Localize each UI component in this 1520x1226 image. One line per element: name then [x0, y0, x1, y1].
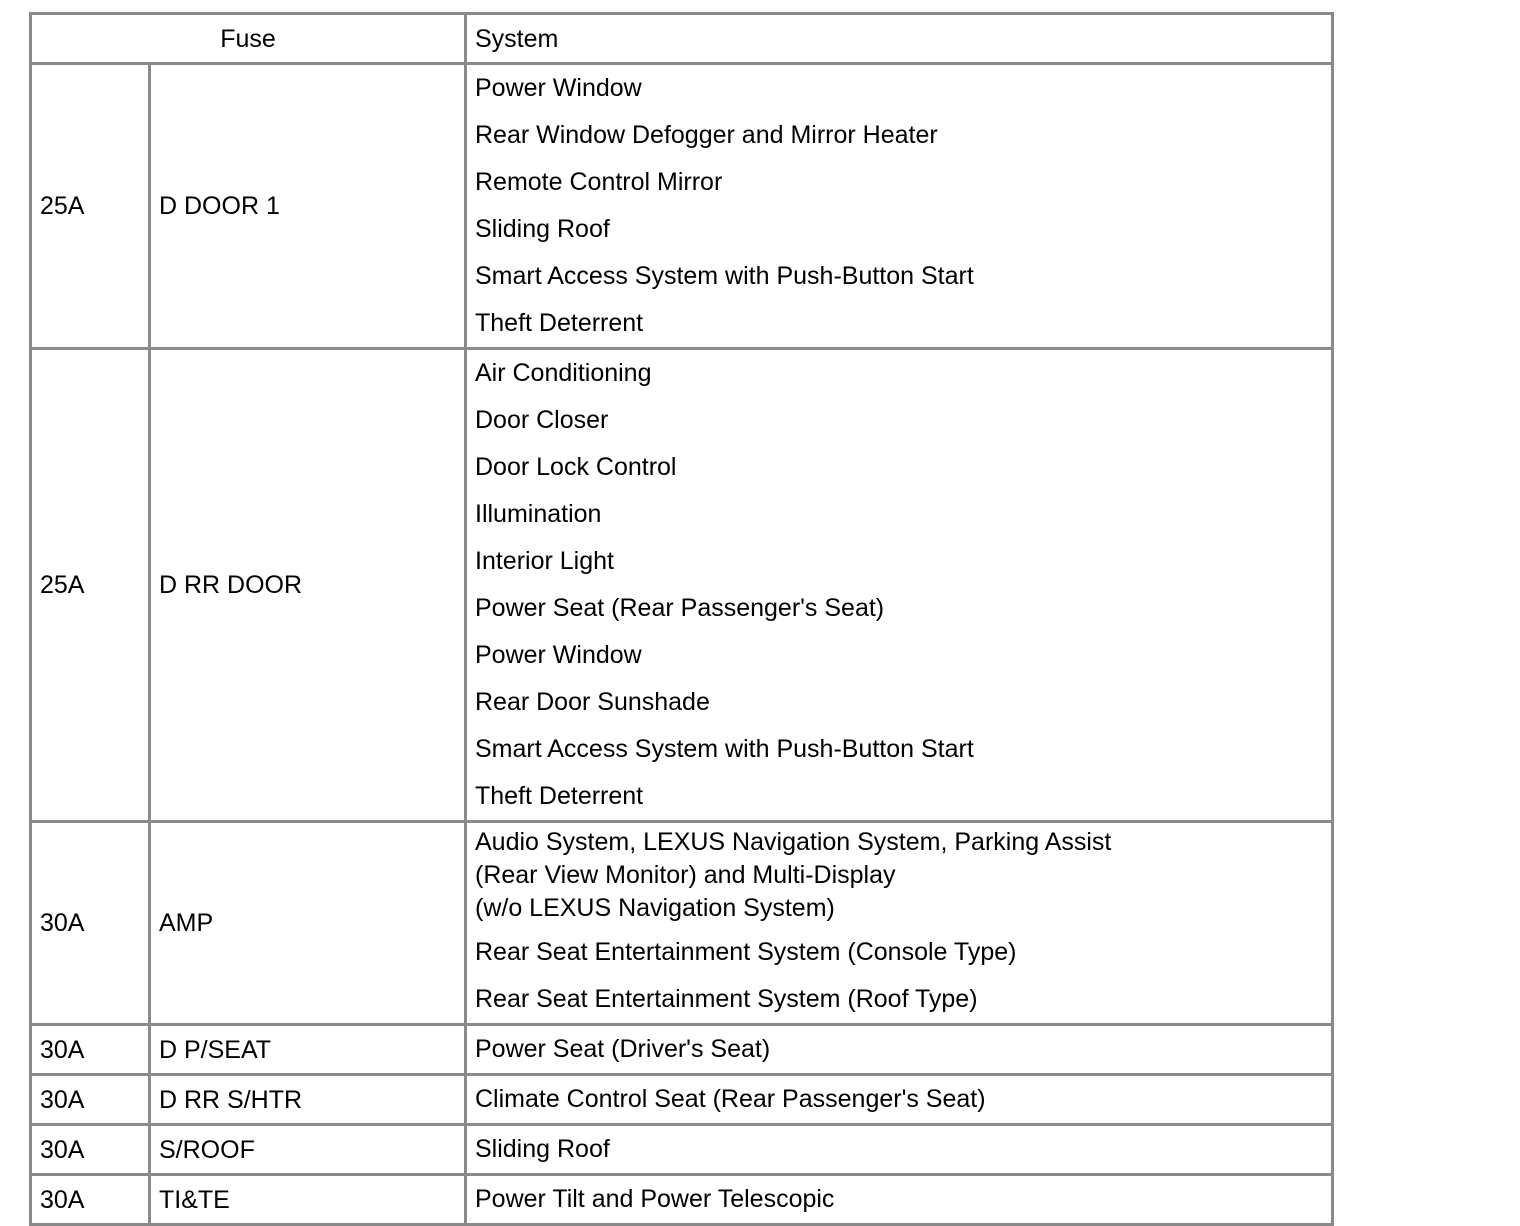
system-item: Power Window [475, 641, 642, 669]
fuse-systems [466, 1175, 1333, 1225]
fuse-row [31, 1175, 1333, 1225]
fuse-systems [466, 822, 1333, 1025]
fuse-amperage: 25A [31, 349, 150, 822]
system-list [475, 1176, 1331, 1223]
system-list [475, 1126, 1331, 1173]
fuse-table [29, 12, 1334, 1226]
system-item: Climate Control Seat (Rear Passenger's Seat) [475, 1085, 986, 1113]
fuse-amperage: 30A [31, 1175, 150, 1225]
system-item: Door Closer [475, 406, 609, 434]
fuse-name: TI&TE [150, 1175, 466, 1225]
system-item [475, 823, 1331, 929]
fuse-name: D RR S/HTR [150, 1075, 466, 1125]
system-item: Door Lock Control [475, 453, 677, 481]
system-item: Theft Deterrent [475, 309, 644, 337]
system-item: Remote Control Mirror [475, 168, 723, 196]
system-item: Theft Deterrent [475, 782, 644, 810]
fuse-systems [466, 1025, 1333, 1075]
fuse-amperage: 30A [31, 1125, 150, 1175]
fuse-row [31, 822, 1333, 1025]
fuse-row [31, 64, 1333, 349]
fuse-amperage: 30A [31, 1075, 150, 1125]
fuse-name: D DOOR 1 [150, 64, 466, 349]
fuse-amperage: 25A [31, 64, 150, 349]
fuse-name: D P/SEAT [150, 1025, 466, 1075]
header-system: System [466, 14, 1333, 64]
system-item: Air Conditioning [475, 359, 652, 387]
fuse-systems [466, 349, 1333, 822]
fuse-systems [466, 1075, 1333, 1125]
system-item: Illumination [475, 500, 602, 528]
fuse-systems [466, 64, 1333, 349]
system-item: Rear Seat Entertainment System (Roof Type) [475, 985, 978, 1013]
system-item: Smart Access System with Push-Button Start [475, 262, 974, 290]
fuse-row [31, 1025, 1333, 1075]
header-row [31, 14, 1333, 64]
fuse-name: S/ROOF [150, 1125, 466, 1175]
system-item: Interior Light [475, 547, 614, 575]
fuse-row [31, 1125, 1333, 1175]
system-item: Power Seat (Driver's Seat) [475, 1035, 771, 1063]
fuse-table-body [31, 14, 1333, 1225]
fuse-amperage: 30A [31, 1025, 150, 1075]
system-item: Power Window [475, 74, 642, 102]
system-item-line: (Rear View Monitor) and Multi-Display [475, 861, 896, 889]
system-item: Rear Seat Entertainment System (Console Type) [475, 938, 1017, 966]
fuse-name: D RR DOOR [150, 349, 466, 822]
fuse-systems [466, 1125, 1333, 1175]
system-item-line: Audio System, LEXUS Navigation System, Parking Assist [475, 828, 1112, 856]
system-list [475, 823, 1331, 1023]
fuse-name: AMP [150, 822, 466, 1025]
system-list [475, 1026, 1331, 1073]
system-item: Sliding Roof [475, 215, 610, 243]
fuse-row [31, 349, 1333, 822]
header-fuse: Fuse [31, 14, 466, 64]
system-list [475, 350, 1331, 820]
system-list [475, 1076, 1331, 1123]
fuse-row [31, 1075, 1333, 1125]
system-item: Rear Door Sunshade [475, 688, 710, 716]
system-item-line: (w/o LEXUS Navigation System) [475, 894, 835, 922]
system-item: Rear Window Defogger and Mirror Heater [475, 121, 938, 149]
system-item: Smart Access System with Push-Button Start [475, 735, 974, 763]
fuse-amperage: 30A [31, 822, 150, 1025]
system-item: Power Tilt and Power Telescopic [475, 1185, 835, 1213]
system-item: Sliding Roof [475, 1135, 610, 1163]
system-item: Power Seat (Rear Passenger's Seat) [475, 594, 885, 622]
system-list [475, 65, 1331, 347]
